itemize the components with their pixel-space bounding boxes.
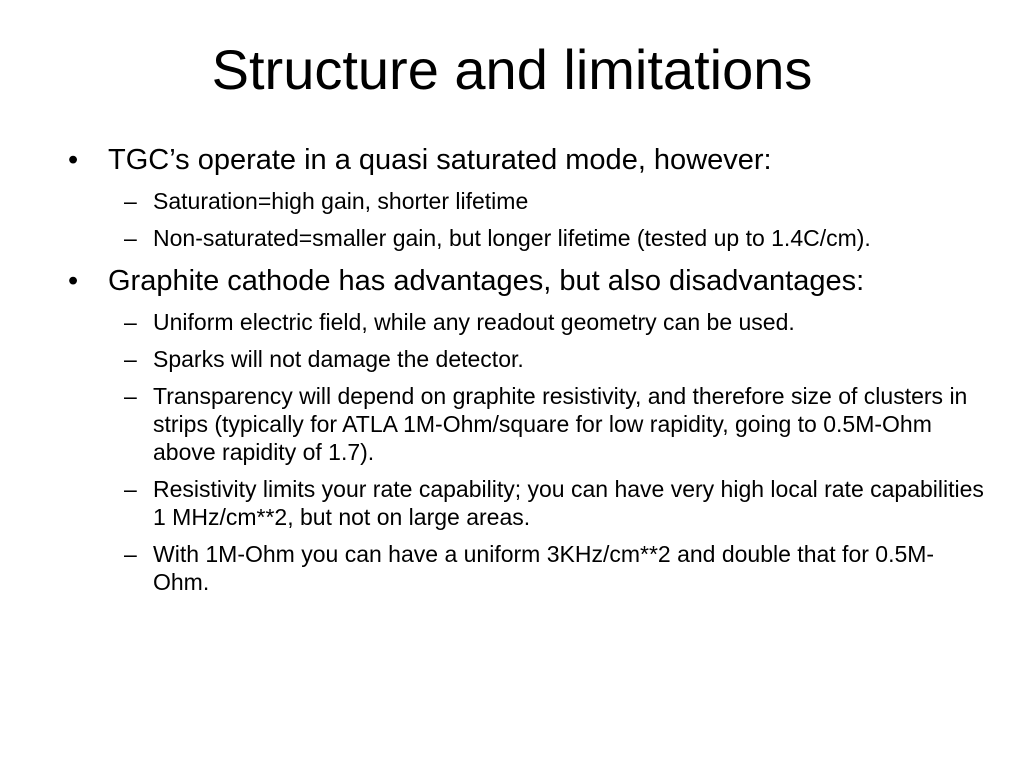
sub-bullet-text: Non-saturated=smaller gain, but longer lifetime (tested up to 1.4C/cm).: [153, 225, 871, 251]
sub-bullet-list: [68, 308, 988, 596]
dash-icon: –: [124, 188, 137, 214]
sub-bullet-item: [68, 382, 988, 466]
sub-bullet-item: [68, 475, 988, 531]
dash-icon: –: [124, 541, 137, 567]
slide-title: Structure and limitations: [211, 38, 813, 101]
dash-icon: –: [124, 346, 137, 372]
sub-bullet-item: [68, 224, 988, 252]
bullet-item: [68, 264, 988, 299]
sub-bullet-item: [68, 345, 988, 373]
dash-icon: –: [124, 309, 137, 335]
bullet-icon: •: [68, 144, 79, 176]
bullet-item: [68, 143, 988, 178]
dash-icon: –: [124, 383, 137, 409]
sub-bullet-list: [68, 187, 988, 252]
bullet-icon: •: [68, 265, 79, 297]
sub-bullet-item: [68, 187, 988, 215]
sub-bullet-text: Sparks will not damage the detector.: [153, 346, 524, 372]
bullet-text: Graphite cathode has advantages, but also disadvantages:: [108, 265, 865, 297]
sub-bullet-text: Transparency will depend on graphite resistivity, and therefore size of clusters in strips (typically for ATLA 1M-Ohm/square for low rapidity, going to 0.5M-Ohm above rapidity of 1.7).: [153, 383, 968, 465]
sub-bullet-text: With 1M-Ohm you can have a uniform 3KHz/cm**2 and double that for 0.5M-Ohm.: [153, 541, 935, 595]
sub-bullet-item: [68, 308, 988, 336]
bullet-text: TGC’s operate in a quasi saturated mode, however:: [108, 144, 772, 176]
sub-bullet-text: Resistivity limits your rate capability; you can have very high local rate capabilities 1 MHz/cm**2, but not on large areas.: [153, 476, 984, 530]
sub-bullet-text: Saturation=high gain, shorter lifetime: [153, 188, 529, 214]
slide-body: [68, 143, 988, 596]
sub-bullet-item: [68, 540, 988, 596]
dash-icon: –: [124, 225, 137, 251]
sub-bullet-text: Uniform electric field, while any readout geometry can be used.: [153, 309, 795, 335]
dash-icon: –: [124, 476, 137, 502]
